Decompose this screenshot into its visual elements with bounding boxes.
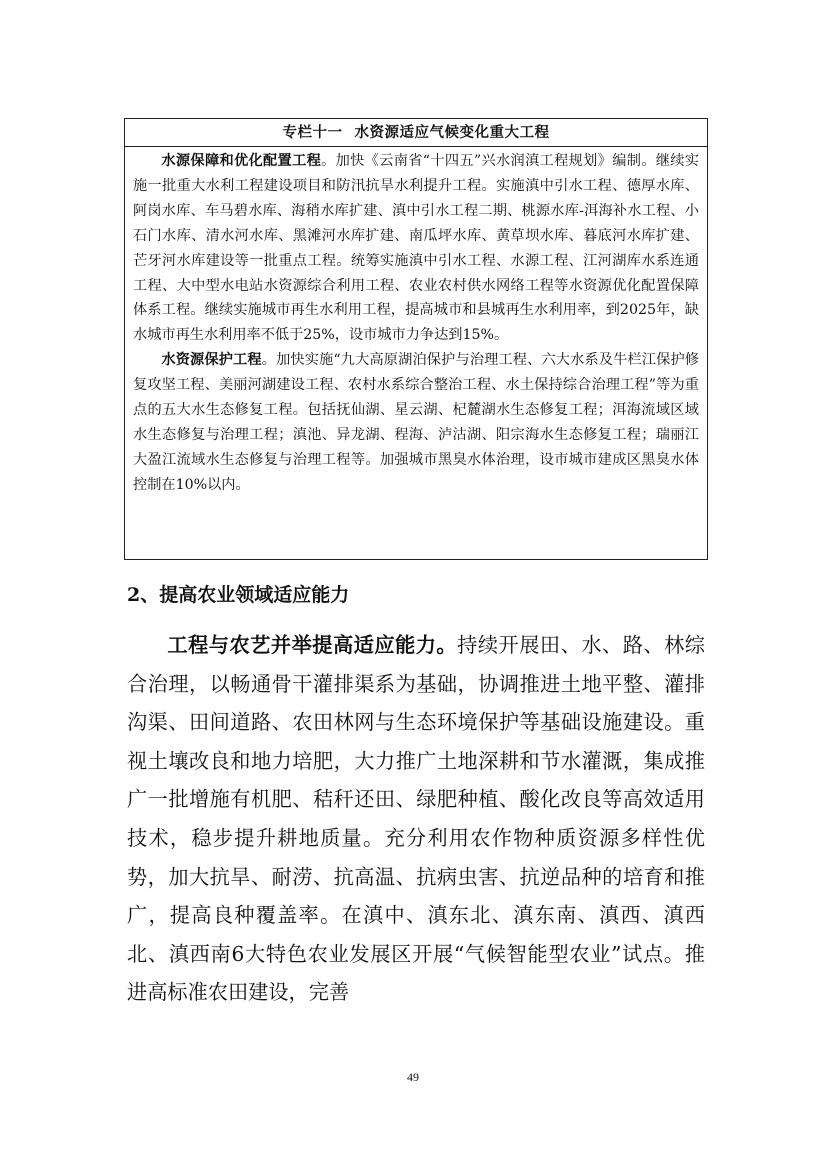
page-number: 49 xyxy=(407,1070,419,1084)
box-body xyxy=(125,147,707,498)
box-paragraph-water-protection xyxy=(133,348,699,497)
box-p2-heading: 水资源保护工程 xyxy=(161,352,262,369)
section-heading: 2、提高农业领域适应能力 xyxy=(127,584,350,606)
section-lead: 工程与农艺并举提高适应能力。 xyxy=(167,633,458,657)
box-title xyxy=(125,119,707,147)
box-p1-heading: 水源保障和优化配置工程 xyxy=(161,153,322,169)
box-title-text: 水资源适应气候变化重大工程 xyxy=(354,124,550,141)
project-box xyxy=(124,118,708,560)
box-p1-text: 。加快《云南省“十四五”兴水润滇工程规划》编制。继续实施一批重大水利工程建设项目和防汛抗旱水利提升工程。实施滇中引水工程、德厚水库、阿岗水库、车马碧水库、海稍水库扩建、滇中引水工程二期、桃源水库-洱海补水工程、小石门水库、清水河水库、黑滩河水库扩建、南瓜坪水库、黄草坝水库、暮底河水库扩建、芒牙河水库建设等一批重点工程。统筹实施滇中引水工程、水源工程、江河湖库水系连通工程、大中型水电站水资源综合利用工程、农业农村供水网络工程等水资源优化配置保障体系工程。继续实施城市再生水利用工程，提高城市和县城再生水利用率，到2025年，缺水城市再生水利用率不低于25%，设市城市力争达到15%。 xyxy=(133,153,699,344)
box-p2-text: 。加快实施“九大高原湖泊保护与治理工程、六大水系及牛栏江保护修复攻坚工程、美丽河湖建设工程、农村水系综合整治工程、水土保持综合治理工程”等为重点的五大水生态修复工程。包括抚仙湖、星云湖、杞麓湖水生态修复工程；洱海流域区域水生态修复与治理工程；滇池、异龙湖、程海、泸沽湖、阳宗海水生态修复工程；瑞丽江大盈江流域水生态修复与治理工程等。加强城市黑臭水体治理，设市城市建成区黑臭水体控制在10%以内。 xyxy=(133,352,699,493)
section-paragraph xyxy=(127,626,705,1012)
section-body: 持续开展田、水、路、林综合治理，以畅通骨干灌排渠系为基础，协调推进土地平整、灌排沟渠、田间道路、农田林网与生态环境保护等基础设施建设。重视土壤改良和地力培肥，大力推广土地深耕和节水灌溉，集成推广一批增施有机肥、秸秆还田、绿肥种植、酸化改良等高效适用技术，稳步提升耕地质量。充分利用农作物种质资源多样性优势，加大抗旱、耐涝、抗高温、抗病虫害、抗逆品种的培育和推广，提高良种覆盖率。在滇中、滇东北、滇东南、滇西、滇西北、滇西南6大特色农业发展区开展“气候智能型农业”试点。推进高标准农田建设，完善 xyxy=(127,633,705,1005)
box-title-label: 专栏十一 xyxy=(282,124,343,141)
box-paragraph-water-supply xyxy=(133,149,699,348)
